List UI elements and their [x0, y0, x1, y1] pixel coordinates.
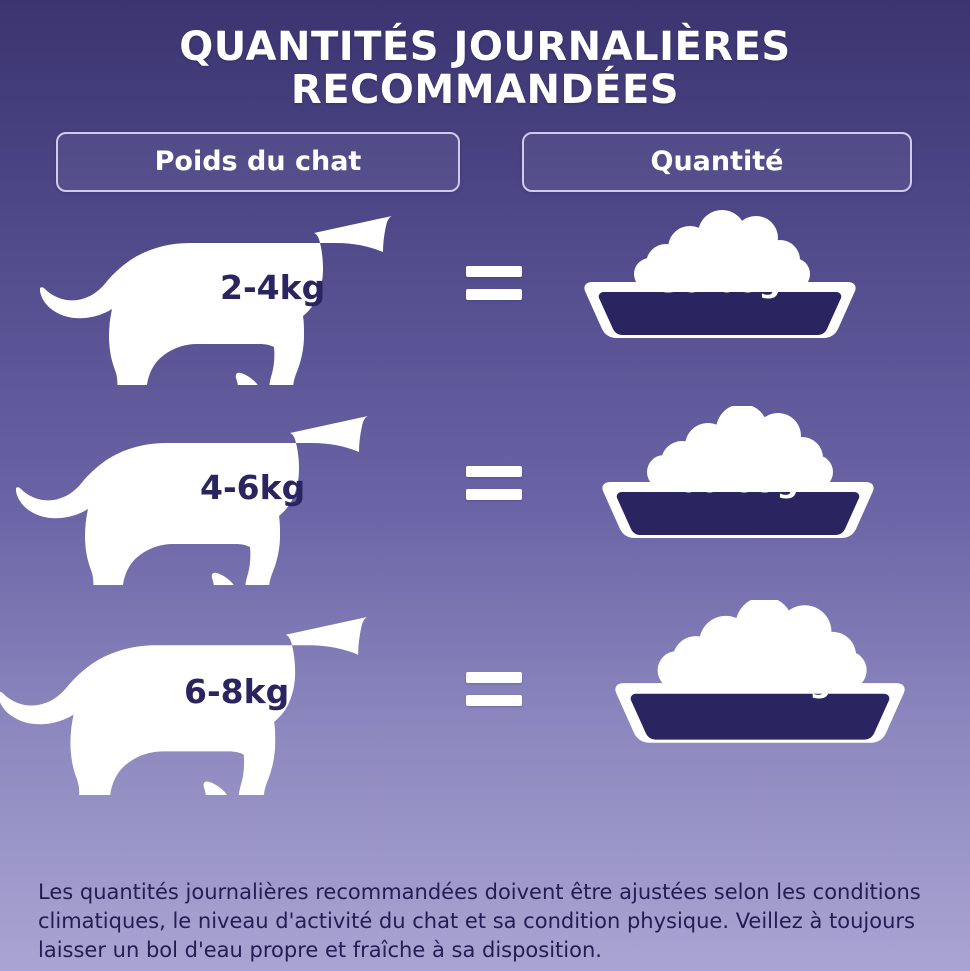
equals-icon [466, 466, 522, 512]
header-quantity: Quantité [522, 132, 912, 192]
footnote-text: Les quantités journalières recommandées doivent être ajustées selon les conditions climatiques, le niveau d'activité du chat et sa condition physique. Veillez à toujours laisser un bol d'eau propre et fraîche à sa disposition. [38, 880, 921, 963]
cat-silhouette-icon [0, 610, 418, 799]
row-weight-label: 6-8kg [184, 672, 290, 712]
equals-icon [466, 266, 522, 312]
title-line-1: QUANTITÉS JOURNALIÈRES [179, 24, 791, 70]
row-quantity-label: 85-115g [688, 664, 832, 701]
feeding-table [0, 210, 970, 810]
cat-silhouette-icon [16, 410, 416, 589]
row-weight-label: 2-4kg [220, 268, 326, 308]
equals-icon [466, 672, 522, 718]
page-title [0, 0, 970, 112]
food-bowl-icon [570, 206, 870, 345]
food-bowl-icon [600, 600, 920, 752]
row-quantity-label: 30-60g [659, 264, 781, 301]
row-quantity-label: 60-85g [677, 464, 799, 501]
row-weight-label: 4-6kg [200, 468, 306, 508]
food-bowl-icon [588, 406, 888, 545]
header-weight: Poids du chat [56, 132, 460, 192]
table-row [0, 610, 970, 810]
table-row [0, 210, 970, 410]
title-line-2: RECOMMANDÉES [290, 67, 680, 114]
table-row [0, 410, 970, 610]
column-headers [0, 132, 970, 192]
cat-silhouette-icon [40, 210, 440, 389]
